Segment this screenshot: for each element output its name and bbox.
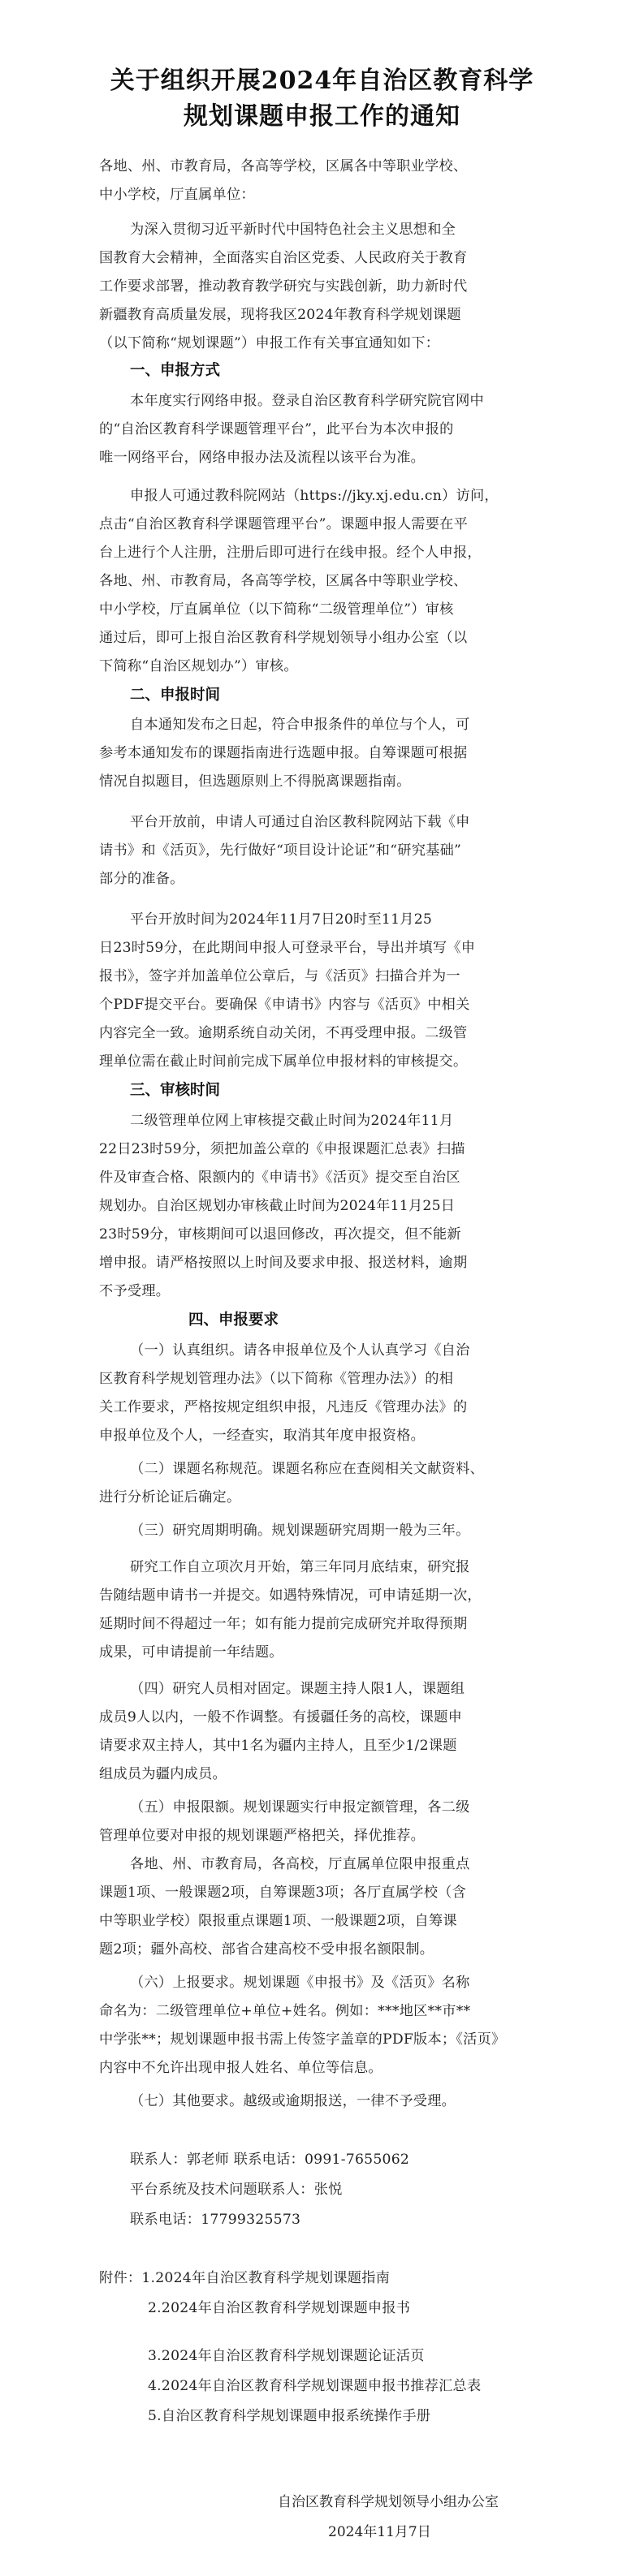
paragraph-line: 规划办。自治区规划办审核截止时间为2024年11月25日: [99, 1198, 456, 1214]
paragraph-line: 延期时间不得超过一年；如有能力提前完成研究并取得预期: [99, 1616, 468, 1632]
document-title-line1: 关于组织开展2024年自治区教育科学: [110, 67, 534, 95]
paragraph-line: 题2项；疆外高校、部省合建高校不受申报名额限制。: [99, 1941, 434, 1958]
paragraph-line: 管理单位要对申报的规划课题严格把关，择优推荐。: [99, 1828, 426, 1844]
paragraph-line: 部分的准备。: [99, 871, 184, 887]
paragraph-line: 不予受理。: [99, 1283, 171, 1299]
contact-line: 联系电话：17799325573: [130, 2212, 301, 2228]
paragraph-line: 二级管理单位网上审核提交截止时间为2024年11月: [130, 1113, 454, 1129]
contact-line: 平台系统及技术问题联系人：张悦: [130, 2182, 343, 2198]
signing-date: 2024年11月7日: [328, 2524, 431, 2540]
paragraph-line: 申报单位及个人，一经查实，取消其年度申报资格。: [99, 1428, 426, 1444]
intro-line: 新疆教育高质量发展，现将我区2024年教育科学规划课题: [99, 307, 461, 323]
paragraph-line: 平台开放前，申请人可通过自治区教科院网站下载《申: [130, 814, 470, 830]
paragraph-line: （二）课题名称规范。课题名称应在查阅相关文献资料、: [130, 1461, 484, 1477]
paragraph-line: 课题1项、一般课题2项，自筹课题3项；各厅直属学校（含: [99, 1885, 467, 1901]
paragraph-line: 命名为：二级管理单位+单位+姓名。例如：***地区**市**: [99, 2003, 471, 2019]
paragraph-line: 22日23时59分，须把加盖公章的《申报课题汇总表》扫描: [99, 1141, 465, 1157]
paragraph-line: 自本通知发布之日起，符合申报条件的单位与个人，可: [130, 717, 470, 733]
signing-organization: 自治区教育科学规划领导小组办公室: [278, 2494, 499, 2510]
attachment-item: 4.2024年自治区教育科学规划课题申报书推荐汇总表: [148, 2378, 482, 2394]
paragraph-line: 中学张**；规划课题申报书需上传签字盖章的PDF版本；《活页》: [99, 2031, 506, 2048]
paragraph-line: 组成员为疆内成员。: [99, 1766, 227, 1782]
paragraph-line: 进行分析论证后确定。: [99, 1489, 241, 1506]
section-heading-requirements: 四、申报要求: [188, 1312, 279, 1329]
paragraph-line: 内容中不允许出现申报人姓名、单位等信息。: [99, 2060, 383, 2076]
paragraph-line: 内容完全一致。逾期系统自动关闭，不再受理申报。二级管: [99, 1025, 468, 1041]
paragraph-line: 成果，可申请提前一年结题。: [99, 1644, 283, 1661]
attachment-item: 2.2024年自治区教育科学规划课题申报书: [148, 2300, 411, 2316]
section-heading-submission-method: 一、申报方式: [130, 362, 221, 379]
contact-line: 联系人：郭老师 联系电话：0991-7655062: [130, 2152, 410, 2168]
attachment-item: 5.自治区教育科学规划课题申报系统操作手册: [148, 2408, 431, 2424]
section-heading-review-time: 三、审核时间: [130, 1082, 221, 1099]
intro-line: 国教育大会精神，全面落实自治区党委、人民政府关于教育: [99, 250, 468, 266]
attachment-item: 3.2024年自治区教育科学规划课题论证活页: [148, 2348, 425, 2364]
paragraph-line: （四）研究人员相对固定。课题主持人限1人，课题组: [130, 1681, 465, 1697]
paragraph-line: 成员9人以内，一般不作调整。有援疆任务的高校，课题申: [99, 1709, 463, 1725]
attachment-item: 附件：1.2024年自治区教育科学规划课题指南: [99, 2270, 391, 2286]
paragraph-line: 件及审查合格、限额内的《申请书》《活页》提交至自治区: [99, 1170, 460, 1186]
paragraph-line: 唯一网络平台，网络申报办法及流程以该平台为准。: [99, 450, 426, 466]
paragraph-line: 点击“自治区教育科学课题管理平台”。课题申报人需要在平: [99, 516, 469, 532]
paragraph-line: （五）申报限额。规划课题实行申报定额管理，各二级: [130, 1799, 470, 1816]
paragraph-line: 的“自治区教育科学课题管理平台”，此平台为本次申报的: [99, 421, 454, 437]
paragraph-line: 参考本通知发布的课题指南进行选题申报。自筹课题可根据: [99, 745, 468, 761]
paragraph-line: 各地、州、市教育局，各高等学校，区属各中等职业学校、: [99, 573, 468, 589]
intro-line: 为深入贯彻习近平新时代中国特色社会主义思想和全: [130, 222, 456, 238]
document-title-line2: 规划课题申报工作的通知: [184, 102, 460, 131]
paragraph-line: 本年度实行网络申报。登录自治区教育科学研究院官网中: [130, 393, 484, 409]
salutation-cont: 中小学校，厅直属单位：: [99, 187, 255, 203]
salutation: 各地、州、市教育局，各高等学校，区属各中等职业学校、: [99, 158, 468, 174]
paragraph-line: （七）其他要求。越级或逾期报送，一律不予受理。: [130, 2093, 456, 2109]
paragraph-line: 请书》和《活页》，先行做好“项目设计论证”和“研究基础”: [99, 842, 462, 859]
paragraph-line: （一）认真组织。请各申报单位及个人认真学习《自治: [130, 1342, 470, 1359]
paragraph-line: 请要求双主持人，其中1名为疆内主持人，且至少1/2课题: [99, 1738, 457, 1754]
paragraph-line: 关工作要求，严格按规定组织申报，凡违反《管理办法》的: [99, 1399, 468, 1415]
paragraph-line: 研究工作自立项次月开始，第三年同月底结束，研究报: [130, 1559, 470, 1575]
paragraph-line: 平台开放时间为2024年11月7日20时至11月25: [130, 911, 433, 928]
paragraph-line: （三）研究周期明确。规划课题研究周期一般为三年。: [130, 1523, 470, 1539]
paragraph-line: 下简称“自治区规划办”）审核。: [99, 658, 298, 674]
paragraph-line: 增申报。请严格按照以上时间及要求申报、报送材料，逾期: [99, 1255, 468, 1271]
paragraph-line: 中小学校，厅直属单位（以下简称“二级管理单位”）审核: [99, 601, 454, 618]
paragraph-line: 告随结题申请书一并提交。如遇特殊情况，可申请延期一次，: [99, 1587, 482, 1604]
paragraph-line: 区教育科学规划管理办法》（以下简称《管理办法》）的相: [99, 1371, 454, 1387]
paragraph-line: 理单位需在截止时间前完成下属单位申报材料的审核提交。: [99, 1053, 468, 1070]
paragraph-line: 日23时59分，在此期间申报人可登录平台，导出并填写《申: [99, 940, 476, 956]
paragraph-line: 通过后，即可上报自治区教育科学规划领导小组办公室（以: [99, 630, 468, 646]
intro-line: 工作要求部署，推动教育教学研究与实践创新，助力新时代: [99, 278, 468, 295]
paragraph-line: 台上进行个人注册，注册后即可进行在线申报。经个人申报，: [99, 545, 482, 561]
paragraph-line: 各地、州、市教育局，各高校，厅直属单位限申报重点: [130, 1856, 470, 1872]
paragraph-line: 情况自拟题目，但选题原则上不得脱离课题指南。: [99, 773, 411, 790]
paragraph-line: 申报人可通过教科院网站（https://jky.xj.edu.cn）访问，: [130, 488, 499, 504]
paragraph-line: 报书》，签字并加盖单位公章后，与《活页》扫描合并为一: [99, 968, 460, 984]
paragraph-line: （六）上报要求。规划课题《申报书》及《活页》名称: [130, 1975, 470, 1991]
paragraph-line: 23时59分，审核期间可以退回修改，再次提交，但不能新: [99, 1226, 461, 1243]
paragraph-line: 个PDF提交平台。要确保《申请书》内容与《活页》中相关: [99, 997, 470, 1013]
intro-line: （以下简称“规划课题”）申报工作有关事宜通知如下：: [99, 335, 440, 351]
section-heading-submission-time: 二、申报时间: [130, 687, 221, 704]
paragraph-line: 中等职业学校）限报重点课题1项、一般课题2项，自筹课: [99, 1913, 457, 1929]
